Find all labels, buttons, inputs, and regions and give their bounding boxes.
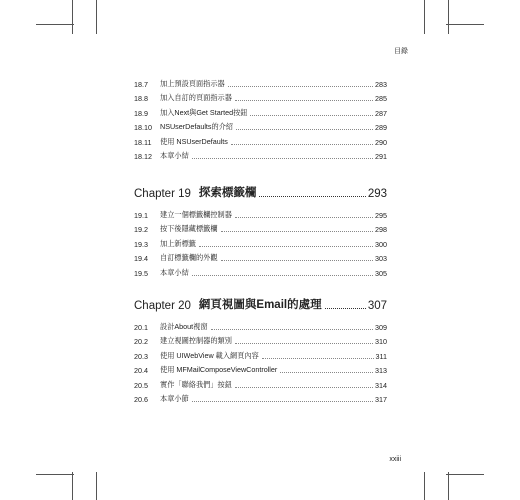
- entry-number: 19.3: [134, 239, 148, 249]
- dot-leader: [236, 129, 373, 130]
- crop-mark: [446, 24, 484, 25]
- entry-number: 18.10: [134, 123, 152, 132]
- crop-mark: [448, 472, 449, 500]
- entry-title: 本章小結: [160, 151, 189, 160]
- dot-leader: [250, 115, 373, 116]
- chapter-heading[interactable]: [134, 290, 387, 312]
- toc-entry[interactable]: [134, 346, 387, 361]
- entry-page: 311: [375, 351, 387, 361]
- entry-page: 287: [375, 108, 387, 118]
- entry-title: 自訂標籤欄的外觀: [160, 253, 218, 262]
- dot-leader: [235, 343, 373, 344]
- toc-entry[interactable]: [134, 249, 387, 264]
- toc-entry[interactable]: [134, 332, 387, 347]
- section-18-entries: [134, 74, 387, 161]
- chapter-19: [134, 178, 387, 278]
- crop-mark: [446, 474, 484, 475]
- toc-entry[interactable]: [134, 361, 387, 376]
- toc-entry[interactable]: [134, 317, 387, 332]
- dot-leader: [235, 217, 373, 218]
- entry-page: 283: [375, 79, 387, 89]
- chapter-label: Chapter 19: [134, 188, 191, 200]
- entry-page: 290: [375, 137, 387, 147]
- dot-leader: [235, 100, 373, 101]
- entry-title: 建立一個標籤欄控制器: [160, 209, 232, 219]
- entry-number: 18.9: [134, 108, 148, 118]
- crop-mark: [72, 0, 73, 34]
- chapter-page: 307: [367, 300, 387, 312]
- entry-page: 305: [375, 268, 387, 278]
- crop-mark: [448, 0, 449, 34]
- entry-number: 19.1: [134, 210, 148, 220]
- entry-page: 310: [375, 337, 387, 346]
- entry-number: 19.5: [134, 268, 148, 278]
- entry-number: 20.4: [134, 366, 148, 375]
- toc-entry[interactable]: [134, 103, 387, 118]
- dot-leader: [192, 158, 373, 159]
- crop-mark: [424, 0, 425, 34]
- chapter-title: 網頁視圖與Email的處理: [198, 299, 322, 311]
- entry-page: 285: [375, 94, 387, 103]
- crop-mark: [36, 474, 74, 475]
- entry-number: 18.11: [134, 137, 152, 147]
- entry-title: 使用 UIWebView 載入網頁內容: [160, 350, 259, 360]
- chapter-heading[interactable]: [134, 178, 387, 200]
- crop-mark: [96, 472, 97, 500]
- toc-entry[interactable]: [134, 74, 387, 89]
- entry-title: 加上新標籤: [160, 238, 196, 248]
- dot-leader: [192, 275, 373, 276]
- entry-number: 20.5: [134, 380, 148, 390]
- chapter-title: 探索標籤欄: [198, 187, 257, 199]
- running-header: 目錄: [394, 48, 408, 55]
- dot-leader: [221, 260, 373, 261]
- toc-entry[interactable]: [134, 234, 387, 249]
- dot-leader: [231, 144, 373, 145]
- entry-title: 加入Next與Get Started按鈕: [160, 107, 248, 117]
- toc-entry[interactable]: [134, 132, 387, 147]
- crop-mark: [424, 472, 425, 500]
- entry-title: 建立視圖控制器的類別: [160, 336, 232, 345]
- dot-leader: [280, 372, 373, 373]
- dot-leader: [192, 401, 373, 402]
- toc-entry[interactable]: [134, 220, 387, 235]
- entry-title: 加上預設頁面指示器: [160, 78, 225, 88]
- toc-entry[interactable]: [134, 118, 387, 133]
- toc-entry[interactable]: [134, 390, 387, 405]
- dot-leader: [211, 329, 373, 330]
- toc-entry[interactable]: [134, 375, 387, 390]
- entry-page: 298: [375, 225, 387, 234]
- entry-page: 317: [375, 395, 387, 404]
- entry-title: 本章小結: [160, 267, 189, 277]
- entry-number: 18.7: [134, 79, 148, 89]
- dot-leader: [228, 86, 373, 87]
- dot-leader: [262, 358, 374, 359]
- entry-number: 18.8: [134, 94, 148, 103]
- entry-number: 19.2: [134, 225, 148, 234]
- chapter-20: [134, 290, 387, 404]
- entry-number: 18.12: [134, 152, 152, 161]
- entry-number: 20.6: [134, 395, 148, 404]
- entry-page: 303: [375, 254, 387, 263]
- entry-number: 20.2: [134, 337, 148, 346]
- chapter-page: 293: [367, 188, 387, 200]
- entry-page: 313: [375, 366, 387, 375]
- toc-entry[interactable]: [134, 263, 387, 278]
- crop-mark: [96, 0, 97, 34]
- entry-title: 加入自訂的頁面指示器: [160, 93, 232, 102]
- entry-title: 使用 MFMailComposeViewController: [160, 365, 278, 374]
- dot-leader: [235, 387, 373, 388]
- page-number: xxiii: [389, 456, 401, 463]
- entry-page: 289: [375, 123, 387, 132]
- entry-number: 20.1: [134, 322, 148, 332]
- crop-mark: [72, 472, 73, 500]
- entry-title: 本章小節: [160, 394, 189, 403]
- entry-number: 19.4: [134, 254, 148, 263]
- entry-title: 按下後隱藏標籤欄: [160, 224, 218, 233]
- toc-entry[interactable]: [134, 205, 387, 220]
- entry-page: 295: [375, 210, 387, 220]
- toc-entry[interactable]: [134, 89, 387, 104]
- entry-title: 使用 NSUserDefaults: [160, 136, 228, 146]
- dot-leader: [199, 246, 373, 247]
- dot-leader: [325, 308, 366, 309]
- crop-mark: [36, 24, 74, 25]
- entry-page: 300: [375, 239, 387, 249]
- dot-leader: [221, 231, 373, 232]
- entry-title: NSUserDefaults的介紹: [160, 122, 234, 131]
- entry-page: 291: [375, 152, 387, 161]
- entry-title: 設計About視窗: [160, 321, 208, 331]
- entry-page: 314: [375, 380, 387, 390]
- dot-leader: [259, 196, 365, 197]
- entry-page: 309: [375, 322, 387, 332]
- toc-entry[interactable]: [134, 147, 387, 162]
- entry-number: 20.3: [134, 351, 148, 361]
- chapter-label: Chapter 20: [134, 300, 191, 312]
- entry-title: 實作「聯絡我們」按鈕: [160, 379, 232, 389]
